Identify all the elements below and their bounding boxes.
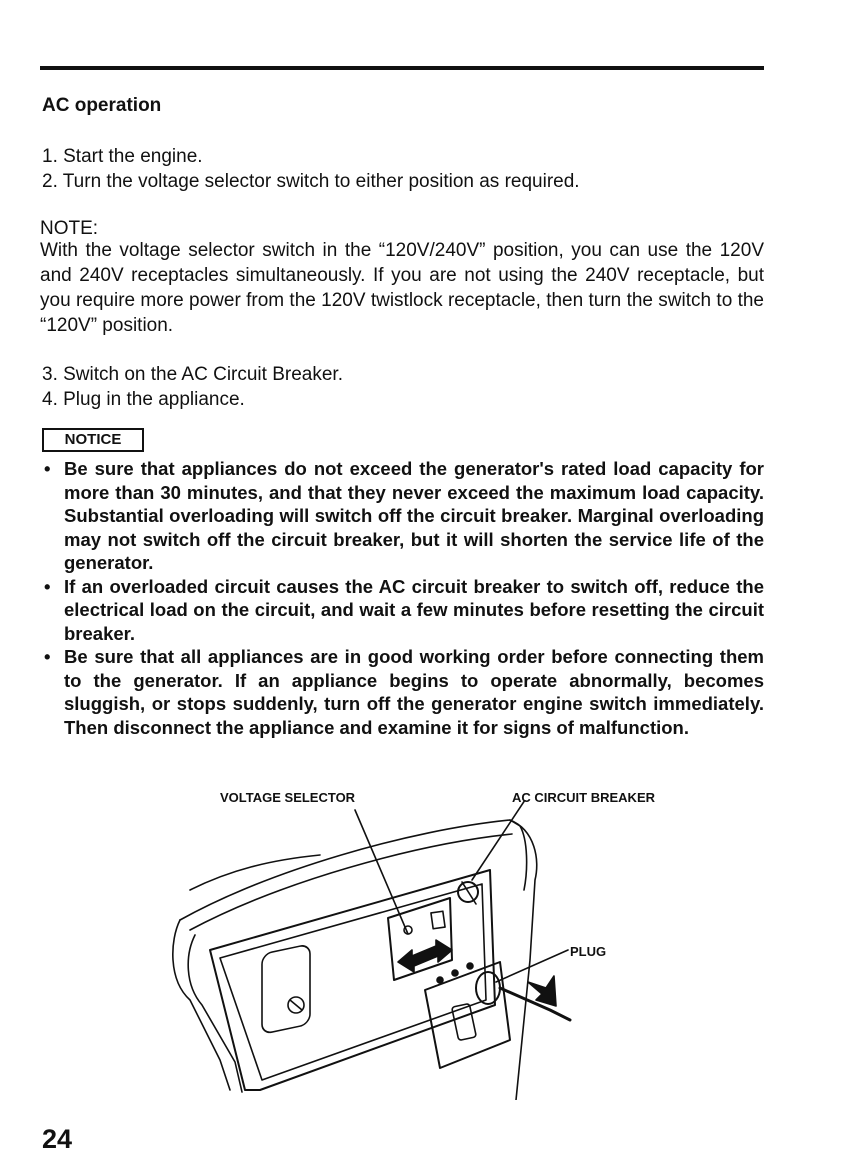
steps-list-b [42, 362, 766, 412]
notice-list [44, 457, 764, 739]
notice-item [44, 457, 764, 575]
generator-panel-illustration [150, 800, 670, 1100]
top-rule [40, 66, 764, 70]
notice-badge: NOTICE [42, 428, 144, 452]
leader-line-plug [496, 950, 568, 982]
bullet-icon: • [44, 646, 51, 667]
ac-circuit-breaker-label: AC CIRCUIT BREAKER [512, 790, 655, 805]
plug-body [476, 972, 500, 1004]
page-number: 24 [42, 1124, 73, 1154]
plug-label: PLUG [570, 944, 607, 959]
notice-item-text: Be sure that appliances do not exceed the generator's rated load capacity for more than 30 minutes, and that they never exceed the maximum load capacity. Substantial overloading will switch off the circuit breaker. Marginal overloading may not switch off the circuit breaker, but it will shorten the service life of the generator. [64, 458, 764, 573]
note-label: NOTE: [40, 218, 99, 239]
section-heading: AC operation [42, 95, 162, 116]
step-2: 2. Turn the voltage selector switch to either position as required. [42, 171, 580, 192]
note-body: With the voltage selector switch in the “120V/240V” position, you can use the 120V and 240V receptacles simultaneously. If you are not using the 240V receptacle, but you require more power from the 120V twistlock receptacle, then turn the switch to the “120V” position. [40, 240, 764, 336]
notice-item [44, 575, 764, 646]
frame-tube-right [510, 820, 537, 1100]
notice-item [44, 645, 764, 739]
notice-item-text: Be sure that all appliances are in good working order before connecting them to the generator. If an appliance begins to operate abnormally, becomes sluggish, or stops suddenly, turn off the generator engine switch immediately. Then disconnect the appliance and examine it for signs of malfunction. [64, 646, 764, 738]
bullet-icon: • [44, 458, 51, 479]
selector-double-arrow [398, 940, 452, 972]
step-3: 3. Switch on the AC Circuit Breaker. [42, 364, 343, 385]
voltage-selector-label: VOLTAGE SELECTOR [220, 790, 356, 805]
indicator-dot [437, 977, 443, 983]
leader-line-breaker [472, 800, 525, 880]
step-4: 4. Plug in the appliance. [42, 389, 245, 410]
leader-line-voltage [355, 810, 408, 934]
notice-item-text: If an overloaded circuit causes the AC circuit breaker to switch off, reduce the electrical load on the circuit, and wait a few minutes before resetting the circuit breaker. [64, 575, 764, 644]
frame-tube-top [180, 820, 520, 920]
steps-list-a [42, 144, 766, 194]
voltage-selector-switch [431, 911, 445, 929]
engine-switch-housing [262, 944, 310, 1034]
receptacle-outlet [452, 1004, 477, 1041]
bullet-icon: • [44, 575, 51, 597]
plug-cord [500, 988, 570, 1020]
step-1: 1. Start the engine. [42, 146, 203, 167]
